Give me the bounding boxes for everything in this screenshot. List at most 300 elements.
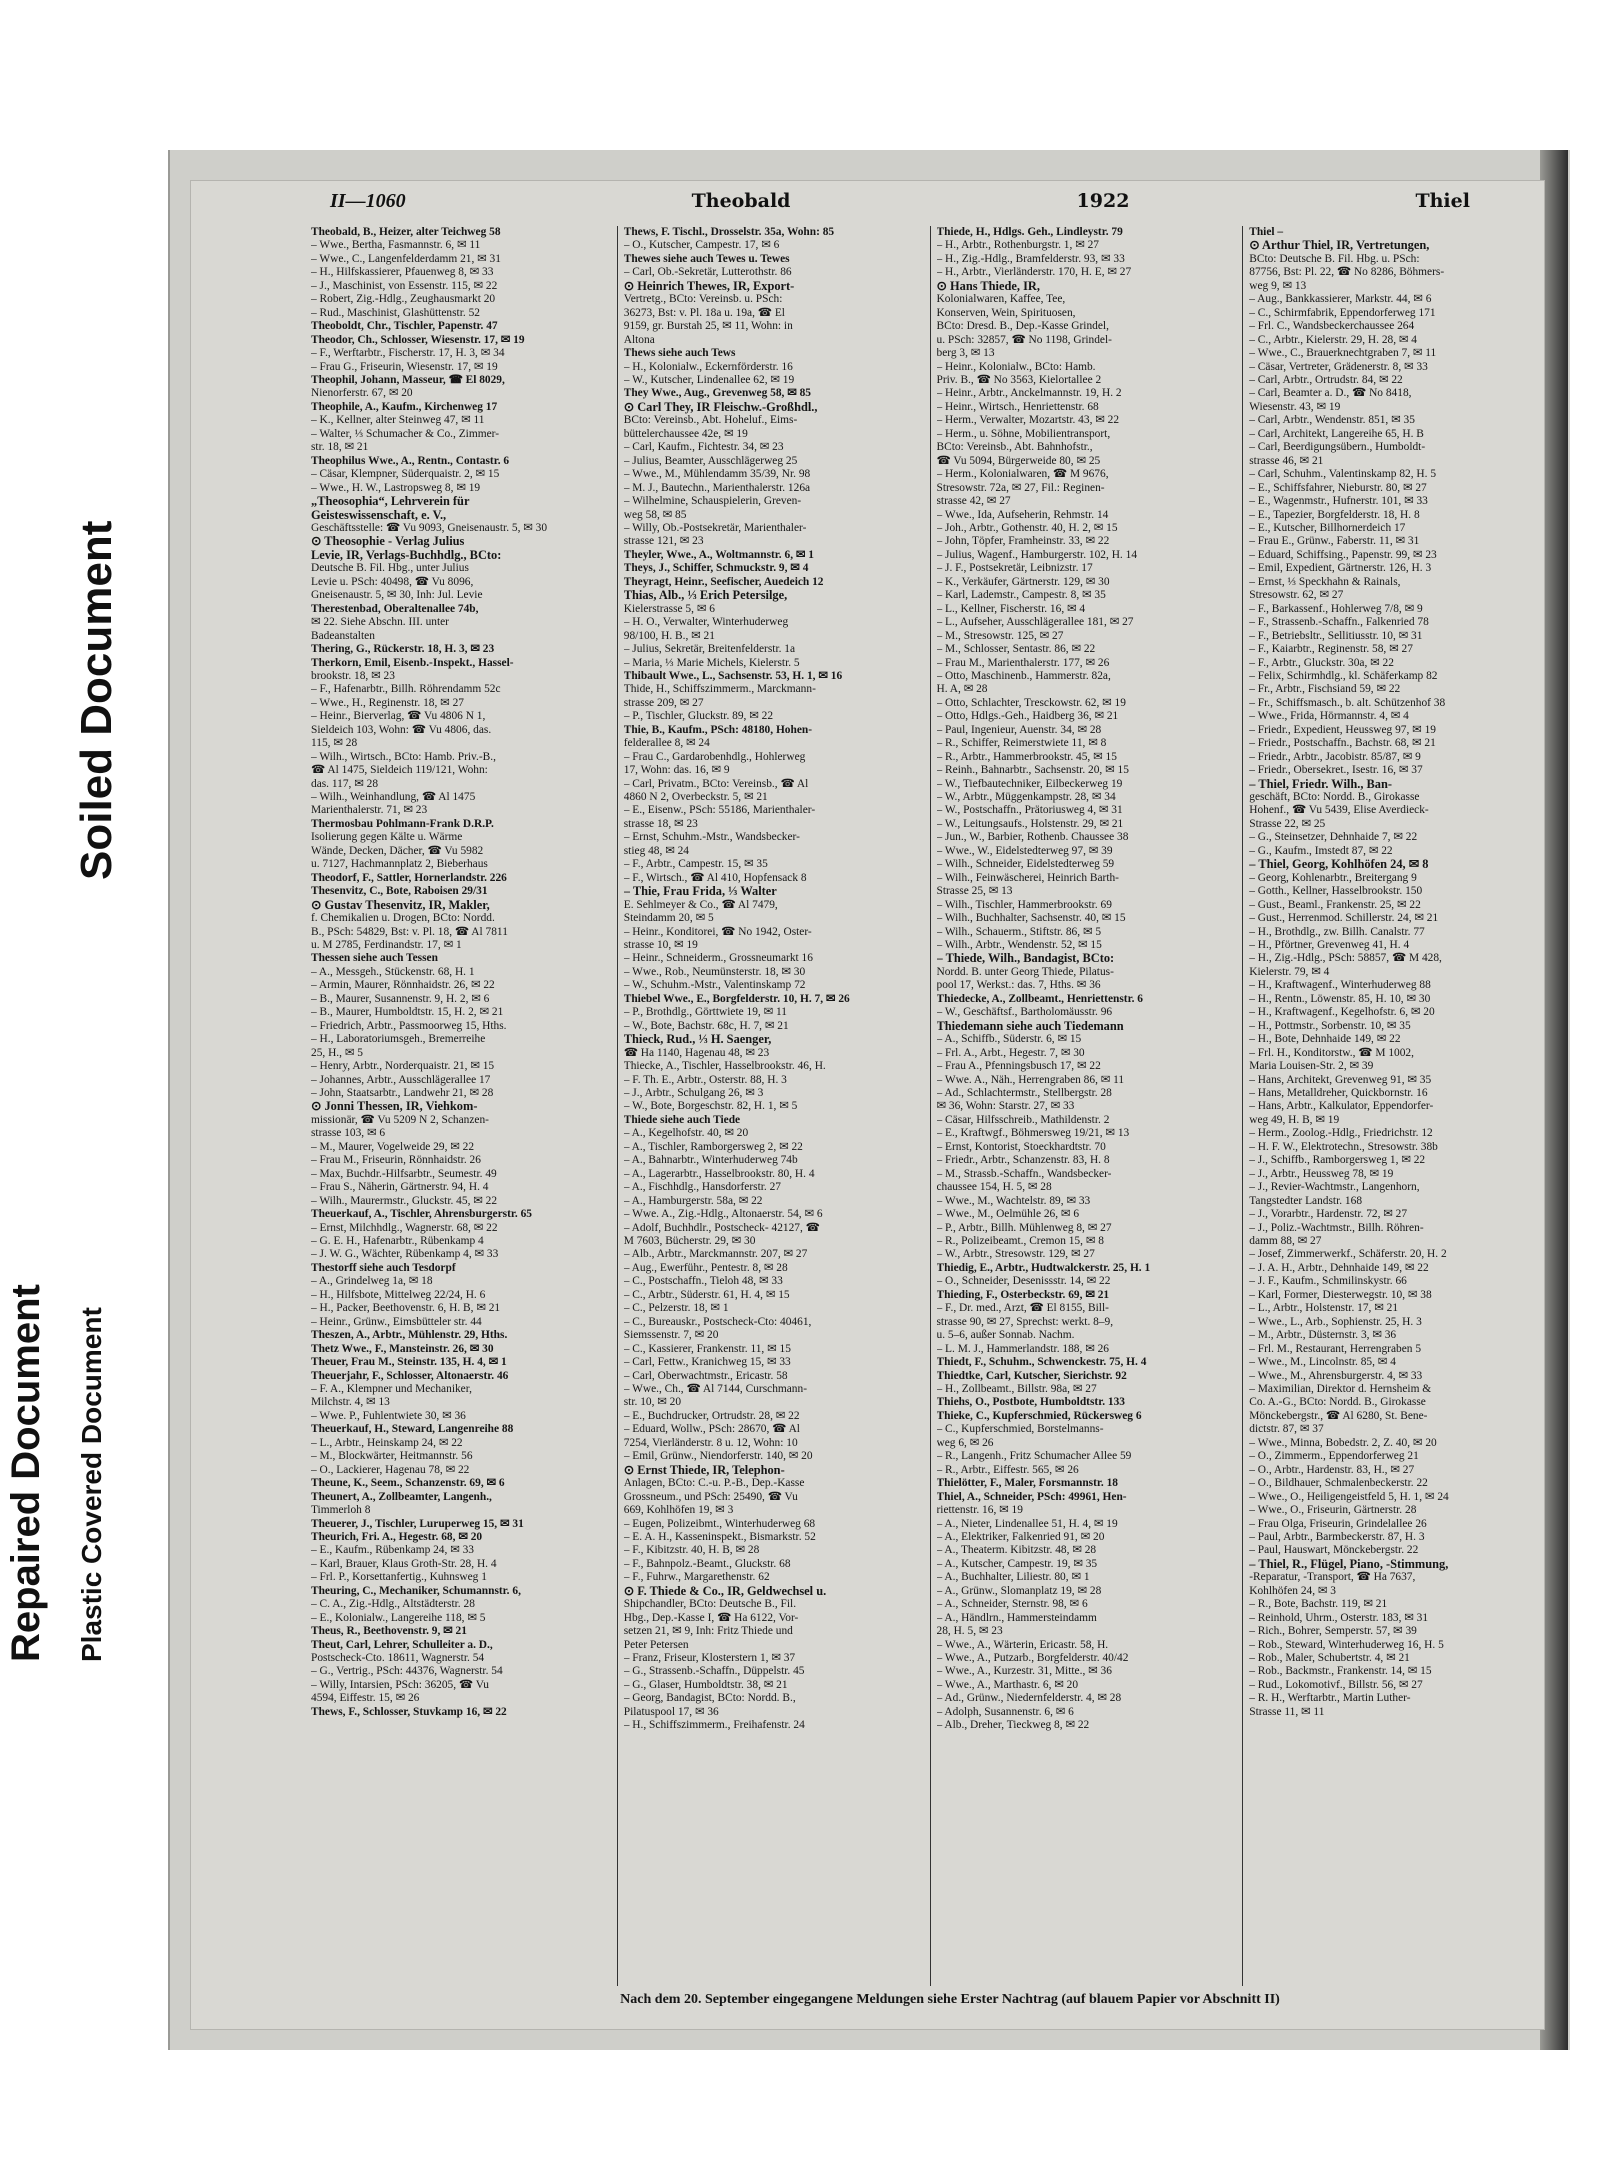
directory-entry: Nienorferstr. 67, ✉ 20 [311, 387, 413, 400]
directory-column-4 [1243, 226, 1555, 1986]
directory-entry: – Maximilian, Direktor d. Hernsheim & [1249, 1382, 1432, 1395]
directory-entry: – H., Hilfskassierer, Pfauenweg 8, ✉ 33 [311, 266, 494, 279]
directory-entry: Nordd. B. unter Georg Thiede, Pilatus- [936, 965, 1114, 978]
directory-entry: – Wwe., C., Brauerknechtgraben 7, ✉ 11 [1249, 347, 1437, 360]
directory-entry: – C., Kassierer, Frankenstr. 11, ✉ 15 [623, 1342, 791, 1355]
directory-entry: str. 18, ✉ 21 [311, 441, 369, 454]
directory-entry: – F., Strassenb.-Schaffn., Falkenried 78 [1249, 616, 1429, 629]
directory-entry: – Carl, Beerdigungsübern., Humboldt- [1249, 441, 1426, 454]
directory-entry: – R., Schiffer, Reimerstwiete 11, ✉ 8 [936, 737, 1107, 750]
directory-entry: weg 9, ✉ 13 [1249, 279, 1307, 292]
directory-entry: Theodorf, F., Sattler, Hornerlandstr. 226 [311, 871, 507, 884]
directory-entry: – Wilh., Weinhandlung, ☎ Al 1475 [311, 791, 476, 804]
directory-entry: Theszen, A., Arbtr., Mühlenstr. 29, Hths. [311, 1329, 508, 1342]
directory-entry: ⊙ Ernst Thiede, IR, Telephon- [623, 1463, 785, 1477]
directory-entry: – Frau Olga, Friseurin, Grindelallee 26 [1249, 1517, 1427, 1530]
directory-entry: – H., Rentn., Löwenstr. 85, H. 10, ✉ 30 [1249, 992, 1431, 1005]
directory-entry: – R., Langenh., Fritz Schumacher Allee 59 [936, 1450, 1132, 1463]
directory-entry: – A., Händlrn., Hammersteindamm [936, 1611, 1097, 1624]
directory-entry: – Wwe., W., Eidelstedterweg 97, ✉ 39 [936, 844, 1113, 857]
directory-entry: Siemssenstr. 7, ✉ 20 [623, 1329, 719, 1342]
directory-entry: ⊙ Gustav Thesenvitz, IR, Makler, [311, 898, 490, 912]
directory-entry: – Carl, Oberwachtmstr., Ericastr. 58 [623, 1369, 788, 1382]
directory-entry: Thesenvitz, C., Bote, Raboisen 29/31 [311, 885, 488, 898]
directory-entry: – P., Arbtr., Billh. Mühlenweg 8, ✉ 27 [936, 1221, 1112, 1234]
directory-entry: Therkorn, Emil, Eisenb.-Inspekt., Hassel- [311, 656, 514, 669]
directory-entry: – Frl. M., Restaurant, Herrengraben 5 [1249, 1342, 1422, 1355]
directory-entry: riettenstr. 16, ✉ 19 [936, 1504, 1023, 1517]
directory-entry: Theurich, Fri. A., Hegestr. 68, ✉ 20 [311, 1530, 483, 1543]
directory-entry: Theuerkauf, A., Tischler, Ahrensburgerstr. 65 [311, 1208, 532, 1221]
directory-entry: – Hans, Architekt, Grevenweg 91, ✉ 35 [1249, 1073, 1432, 1086]
directory-entry: – W., Bote, Borgeschstr. 82, H. 1, ✉ 5 [623, 1100, 798, 1113]
directory-entry: – Emil, Expedient, Gärtnerstr. 126, H. 3 [1249, 562, 1432, 575]
directory-entry: – A., Theaterm. Kibitzstr. 48, ✉ 28 [936, 1544, 1097, 1557]
directory-entry: Kielerstrasse 5, ✉ 6 [623, 602, 715, 615]
directory-column-1 [305, 226, 618, 1986]
directory-entry: – H., Laboratoriumsgeh., Bremerreihe [311, 1033, 486, 1046]
directory-entry: H. A, ✉ 28 [936, 683, 988, 696]
directory-entry: – Carl, Arbtr., Ortrudstr. 84, ✉ 22 [1249, 373, 1403, 386]
directory-entry: – A., Lagerarbtr., Hasselbrookstr. 80, H. 4 [623, 1167, 815, 1180]
directory-entry: Kolonialwaren, Kaffee, Tee, [936, 293, 1066, 306]
directory-entry: – Georg, Kohlenarbtr., Breitergang 9 [1249, 871, 1417, 884]
directory-entry: – Cäsar, Klempner, Süderquaistr. 2, ✉ 15 [311, 468, 500, 481]
repaired-document-label: Repaired Document [4, 1284, 48, 1662]
directory-entry: – Wwe., Frida, Hörmannstr. 4, ✉ 4 [1249, 710, 1409, 723]
directory-entry: u. 5–6, außer Sonnab. Nachm. [936, 1329, 1075, 1342]
footer-note: Nach dem 20. September eingegangene Meldungen siehe Erster Nachtrag (auf blauem Papier vor Abschnitt II) [620, 1992, 1280, 2007]
directory-entry: – Carl, Privatm., BCto: Vereinsb., ☎ Al [623, 777, 809, 790]
directory-entry: stieg 48, ✉ 24 [623, 844, 689, 857]
directory-entry: – Willy, Ob.-Postsekretär, Marienthaler- [623, 521, 807, 534]
directory-entry: Thie, B., Kaufm., PSch: 48180, Hohen- [623, 723, 813, 736]
directory-entry: – R. H., Werftarbtr., Martin Luther- [1249, 1692, 1411, 1705]
directory-entry: – Wwe., Ch., ☎ Al 7144, Curschmann- [623, 1382, 807, 1395]
directory-entry: – Rob., Maler, Schubertstr. 4, ✉ 21 [1249, 1652, 1410, 1665]
directory-entry: – F., Arbtr., Campestr. 15, ✉ 35 [623, 858, 768, 871]
directory-entry: – Otto, Maschinenb., Hammerstr. 82a, [936, 669, 1111, 682]
directory-entry: strasse 46, ✉ 21 [1249, 454, 1324, 467]
directory-column-3 [931, 226, 1244, 1986]
directory-entry: – L., Kellner, Fischerstr. 16, ✉ 4 [936, 602, 1086, 615]
directory-entry: damm 88, ✉ 27 [1249, 1234, 1322, 1247]
directory-entry: – H., Bote, Dehnhaide 149, ✉ 22 [1249, 1033, 1401, 1046]
directory-entry: – F., Werftarbtr., Fischerstr. 17, H. 3, ✉ 34 [311, 347, 505, 360]
directory-entry: – Friedr., Arbtr., Jacobistr. 85/87, ✉ 9 [1249, 750, 1421, 763]
directory-entry: – Heinr., Konditorei, ☎ No 1942, Oster- [623, 925, 812, 938]
directory-entry: – Emil, Grünw., Niendorferstr. 140, ✉ 20 [623, 1450, 813, 1463]
directory-entry: – Adolph, Susannenstr. 6, ✉ 6 [936, 1705, 1074, 1718]
directory-entry: Thews siehe auch Tews [623, 347, 736, 360]
page-header [330, 186, 1470, 216]
directory-column-2 [618, 226, 931, 1986]
directory-entry: – Karl, Lademstr., Campestr. 8, ✉ 35 [936, 589, 1106, 602]
directory-entry: – J., Maschinist, von Essenstr. 115, ✉ 22 [311, 279, 498, 292]
directory-entry: Hbg., Dep.-Kasse I, ☎ Ha 6122, Vor- [623, 1611, 799, 1624]
directory-entry: – J., Schiffb., Ramborgersweg 1, ✉ 22 [1249, 1154, 1426, 1167]
directory-entry: Theobald, B., Heizer, alter Teichweg 58 [311, 226, 501, 238]
directory-entry: pool 17, Werkst.: das. 7, Hths. ✉ 36 [936, 979, 1101, 992]
directory-entry: – M. J., Bautechn., Marienthalerstr. 126a [623, 481, 811, 494]
directory-entry: – Paul, Ingenieur, Auenstr. 34, ✉ 28 [936, 723, 1102, 736]
directory-entry: – Wwe., A., Kurzestr. 31, Mitte., ✉ 36 [936, 1665, 1112, 1678]
directory-entry: – Franz, Friseur, Klosterstern 1, ✉ 37 [623, 1652, 796, 1665]
directory-entry: Thiedecke, A., Zollbeamt., Henriettenstr. 6 [936, 992, 1143, 1005]
directory-entry: brookstr. 18, ✉ 23 [311, 669, 395, 682]
directory-entry: – W., Arbtr., Stresowstr. 129, ✉ 27 [936, 1248, 1095, 1261]
directory-entry: – Felix, Schirmhdlg., kl. Schäferkamp 82 [1249, 669, 1438, 682]
directory-entry: Theyragt, Heinr., Seefischer, Auedeich 12 [623, 575, 824, 588]
directory-entry: Tangstedter Landstr. 168 [1249, 1194, 1363, 1207]
directory-entry: Geisteswissenschaft, e. V., [311, 508, 447, 522]
directory-entry: – Carl, Kaufm., Fichtestr. 34, ✉ 23 [623, 441, 784, 454]
directory-entry: – Wwe. A., Zig.-Hdlg., Altonaerstr. 54, ✉ 6 [623, 1208, 823, 1221]
directory-entry: ☎ Al 1475, Sieldeich 119/121, Wohn: [311, 764, 488, 777]
header-left-word: Theobald [691, 190, 791, 212]
directory-entry: – W., Bote, Bachstr. 68c, H. 7, ✉ 21 [623, 1019, 789, 1032]
directory-entry: – Wwe., Minna, Bobedstr. 2, Z. 40, ✉ 20 [1249, 1436, 1437, 1449]
directory-entry: Thiedt, F., Schuhm., Schwenckestr. 75, H. 4 [936, 1356, 1147, 1369]
directory-entry: – Wwe., O., Friseurin, Gärtnerstr. 28 [1249, 1504, 1417, 1517]
directory-entry: ⊙ Jonni Thessen, IR, Viehkom- [311, 1100, 478, 1114]
directory-entry: M 7603, Bücherstr. 29, ✉ 30 [623, 1234, 756, 1247]
directory-entry: Marienthalerstr. 71, ✉ 23 [311, 804, 428, 817]
directory-entry: – J. F., Kaufm., Schmilinskystr. 66 [1249, 1275, 1407, 1288]
directory-entry: – K., Verkäufer, Gärtnerstr. 129, ✉ 30 [936, 575, 1110, 588]
directory-entry: – A., Schiffb., Süderstr. 6, ✉ 15 [936, 1033, 1082, 1046]
directory-entry: Maria Louisen-Str. 2, ✉ 39 [1249, 1060, 1374, 1073]
directory-entry: ⊙ Arthur Thiel, IR, Vertretungen, [1249, 239, 1430, 253]
directory-entry: ✉ 22. Siehe Abschn. III. unter [311, 616, 449, 629]
directory-entry: chaussee 154, H. 5, ✉ 28 [936, 1181, 1052, 1194]
directory-entry: – A., Kutscher, Campestr. 19, ✉ 35 [936, 1557, 1098, 1570]
directory-entry: – Gust., Herrenmod. Schillerstr. 24, ✉ 21 [1249, 912, 1439, 925]
directory-entry: – John, Töpfer, Framheinstr. 33, ✉ 22 [936, 535, 1110, 548]
directory-entry: – Aug., Bankkassierer, Markstr. 44, ✉ 6 [1249, 293, 1432, 306]
directory-entry: – Ad., Schlachtermstr., Stellbergstr. 28 [936, 1087, 1112, 1099]
directory-entry: – Heinr., Bierverlag, ☎ Vu 4806 N 1, [311, 710, 486, 723]
directory-entry: – O., Lackierer, Hagenau 78, ✉ 22 [311, 1463, 470, 1476]
directory-entry: BCto: Vereinsb., Abt. Hoheluf., Eims- [623, 414, 798, 427]
directory-entry: Theodor, Ch., Schlosser, Wiesenstr. 17, ✉ 19 [311, 333, 525, 346]
directory-entry: – C., Postschaffn., Tieloh 48, ✉ 33 [623, 1275, 783, 1288]
directory-entry: Thiedtke, Carl, Kutscher, Sierichstr. 92 [936, 1369, 1127, 1382]
directory-entry: – H., Hilfsbote, Mittelweg 22/24, H. 6 [311, 1288, 486, 1301]
directory-entry: – Wwe. P., Fuhlentwiete 30, ✉ 36 [311, 1409, 466, 1422]
directory-entry: – F. Th. E., Arbtr., Osterstr. 88, H. 3 [623, 1073, 787, 1086]
directory-entry: – Carl, Ob.-Sekretär, Lutterothstr. 86 [623, 266, 792, 279]
directory-entry: – Hans, Arbtr., Kalkulator, Eppendorfer- [1249, 1100, 1434, 1113]
directory-entry: – E. A. H., Kasseninspekt., Bismarkstr. 52 [623, 1530, 816, 1543]
directory-entry: ⊙ Heinrich Thewes, IR, Export- [623, 279, 795, 293]
directory-entry: – G., Kaufm., Imstedt 87, ✉ 22 [1249, 844, 1393, 857]
directory-entry: – Fr., Schiffsmasch., b. alt. Schützenhof 38 [1249, 696, 1446, 709]
directory-entry: – Wwe., M., Wachtelstr. 89, ✉ 33 [936, 1194, 1091, 1207]
directory-entry: – A., Elektriker, Falkenried 91, ✉ 20 [936, 1530, 1105, 1543]
directory-entry: Theuerkauf, H., Steward, Langenreihe 88 [311, 1423, 514, 1436]
directory-entry: -Reparatur, -Transport, ☎ Ha 7637, [1249, 1571, 1416, 1584]
directory-entry: – Willy, Intarsien, PSch: 36205, ☎ Vu [311, 1678, 489, 1691]
directory-entry: weg 6, ✉ 26 [936, 1436, 994, 1449]
directory-entry: Thestorff siehe auch Tesdorpf [311, 1261, 456, 1274]
directory-entry: str. 10, ✉ 20 [623, 1396, 682, 1409]
directory-entry: – W., Schuhm.-Mstr., Valentinskamp 72 [623, 979, 806, 992]
directory-entry: – Wilh., Tischler, Hammerbrookstr. 69 [936, 898, 1112, 911]
directory-entry: – J., Revier-Wachtmstr., Langenhorn, [1249, 1181, 1420, 1194]
directory-entry: ⊙ F. Thiede & Co., IR, Geldwechsel u. [623, 1584, 827, 1598]
directory-entry: Kielerstr. 79, ✉ 4 [1249, 965, 1330, 978]
directory-entry: – Frau M., Friseurin, Rönnhaidstr. 26 [311, 1154, 481, 1167]
directory-entry: – H., Zig.-Hdlg., Bramfelderstr. 93, ✉ 33 [936, 252, 1125, 265]
directory-entry: – C., Arbtr., Kielerstr. 29, H. 28, ✉ 4 [1249, 333, 1417, 346]
directory-entry: – F. A., Klempner und Mechaniker, [311, 1382, 472, 1395]
directory-entry: – R., Bote, Bachstr. 119, ✉ 21 [1249, 1598, 1388, 1611]
directory-entry: – W., Tiefbautechniker, Eilbeckerweg 19 [936, 777, 1123, 790]
directory-entry: – Carl, Architekt, Langereihe 65, H. B [1249, 427, 1424, 440]
directory-entry: – Paul, Arbtr., Barmbeckerstr. 87, H. 3 [1249, 1530, 1425, 1543]
directory-entry: – Rob., Steward, Winterhuderweg 16, H. 5 [1249, 1638, 1444, 1651]
directory-entry: – Wilh., Schneider, Eidelstedterweg 59 [936, 858, 1115, 871]
directory-entry: 9159, gr. Burstah 25, ✉ 11, Wohn: in [623, 320, 793, 333]
directory-entry: f. Chemikalien u. Drogen, BCto: Nordd. [311, 912, 495, 925]
directory-entry: Strasse 22, ✉ 25 [1249, 817, 1326, 830]
directory-entry: 98/100, H. B., ✉ 21 [623, 629, 715, 642]
directory-entry: Konserven, Wein, Spirituosen, [936, 306, 1076, 319]
directory-entry: – E., Eisenw., PSch: 55186, Marienthaler- [623, 804, 816, 817]
directory-entry: E. Sehlmeyer & Co., ☎ Al 7479, [623, 898, 778, 911]
directory-entry: Thetz Wwe., F., Mansteinstr. 26, ✉ 30 [311, 1342, 494, 1355]
side-labels [0, 0, 170, 2177]
directory-entry: – A., Grünw., Slomanplatz 19, ✉ 28 [936, 1584, 1102, 1597]
directory-entry: – M., Maurer, Vogelweide 29, ✉ 22 [311, 1140, 475, 1153]
directory-entry: – A., Bahnarbtr., Winterhuderweg 74b [623, 1154, 798, 1167]
directory-entry: – Carl, Schuhm., Valentinskamp 82, H. 5 [1249, 468, 1437, 481]
directory-entry: – H. F. W., Elektrotechn., Stresowstr. 38b [1249, 1140, 1438, 1153]
directory-entry: ⊙ Theosophie - Verlag Julius [311, 535, 465, 549]
directory-entry: – H., Packer, Beethovenstr. 6, H. B, ✉ 21 [311, 1302, 501, 1315]
directory-entry: strasse 18, ✉ 23 [623, 817, 698, 830]
directory-entry: Shipchandler, BCto: Deutsche B., Fil. [623, 1598, 797, 1611]
directory-entry: – O., Kutscher, Campestr. 17, ✉ 6 [623, 239, 780, 252]
directory-entry: – E., Kraftwgf., Böhmersweg 19/21, ✉ 13 [936, 1127, 1130, 1140]
directory-entry: büttelerchaussee 42e, ✉ 19 [623, 427, 748, 440]
directory-entry: – Herm., u. Söhne, Mobilientransport, [936, 427, 1111, 440]
directory-entry: – A., Kegelhofstr. 40, ✉ 20 [623, 1127, 749, 1140]
directory-entry: – Wwe., M., Oelmühle 26, ✉ 6 [936, 1208, 1080, 1221]
directory-entry: Thiedig, E., Arbtr., Hudtwalckerstr. 25, H. 1 [936, 1261, 1151, 1274]
directory-entry: strasse 103, ✉ 6 [311, 1127, 386, 1140]
directory-entry: Thiehs, O., Postbote, Humboldtstr. 133 [936, 1396, 1125, 1409]
directory-entry: 115, ✉ 28 [311, 737, 358, 750]
directory-entry: – H., Pförtner, Grevenweg 41, H. 4 [1249, 939, 1410, 952]
directory-entry: – F., Fuhrw., Margarethenstr. 62 [623, 1571, 770, 1584]
directory-entry: – Julius, Beamter, Ausschlägerweg 25 [623, 454, 798, 467]
directory-entry: – Alb., Arbtr., Marckmannstr. 207, ✉ 27 [623, 1248, 808, 1261]
directory-entry: – Jun., W., Barbier, Rothenb. Chaussee 38 [936, 831, 1129, 844]
directory-entry: – Heinr., Schneiderm., Grossneumarkt 16 [623, 952, 813, 965]
directory-entry: – G., Steinsetzer, Dehnhaide 7, ✉ 22 [1249, 831, 1418, 844]
directory-entry: – Wwe., A., Putzarb., Borgfelderstr. 40/42 [936, 1652, 1129, 1665]
directory-entry: Thessen siehe auch Tessen [311, 952, 438, 965]
directory-entry: – Frl. H., Konditorstw., ☎ M 1002, [1249, 1046, 1414, 1059]
directory-entry: Gneisenaustr. 5, ✉ 30, Inh: Jul. Levie [311, 589, 483, 602]
directory-entry: – Wwe., H., Reginenstr. 18, ✉ 27 [311, 696, 464, 709]
directory-entry: – Heinr., Grünw., Eimsbütteler str. 44 [311, 1315, 482, 1328]
directory-entry: – Friedr., Postschaffn., Bachstr. 68, ✉ 21 [1249, 737, 1436, 750]
directory-entry: Theut, Carl, Lehrer, Schulleiter a. D., [311, 1638, 493, 1651]
directory-entry: – Reinhold, Uhrm., Osterstr. 183, ✉ 31 [1249, 1611, 1429, 1624]
directory-entry: – H., Kraftwagenf., Kegelhofstr. 6, ✉ 20 [1249, 1006, 1435, 1019]
directory-entry: – Ernst, ⅓ Speckhahn & Rainals, [1249, 575, 1401, 588]
directory-entry: – Rud., Maschinist, Glashüttenstr. 52 [311, 306, 480, 319]
directory-entry: – Karl, Former, Diesterwegstr. 10, ✉ 38 [1249, 1288, 1432, 1301]
directory-entry: Thews, F. Tischl., Drosselstr. 35a, Wohn: 85 [623, 226, 835, 238]
directory-entry: setzen 21, ✉ 9, Inh: Fritz Thiede und [623, 1625, 793, 1638]
directory-entry: 36273, Bst: v. Pl. 18a u. 19a, ☎ El [623, 306, 785, 319]
directory-entry: – Ernst, Milchhdlg., Wagnerstr. 68, ✉ 22 [311, 1221, 498, 1234]
directory-entry: Grossneum., und PSch: 25490, ☎ Vu [623, 1490, 798, 1503]
directory-entry: – Armin, Maurer, Rönnhaidstr. 26, ✉ 22 [311, 979, 495, 992]
directory-entry: – Cäsar, Hilfsschreib., Mathildenstr. 2 [936, 1113, 1110, 1126]
directory-entry: Theyler, Wwe., A., Woltmannstr. 6, ✉ 1 [623, 548, 814, 561]
directory-entry: Thering, G., Rückerstr. 18, H. 3, ✉ 23 [311, 643, 495, 656]
directory-entry: – Wwe., Ida, Aufseherin, Rehmstr. 14 [936, 508, 1109, 521]
directory-entry: Theunert, A., Zollbeamter, Langenh., [311, 1490, 492, 1503]
directory-entry: u. M 2785, Ferdinandstr. 17, ✉ 1 [311, 939, 462, 952]
directory-entry: – Henry, Arbtr., Norderquaistr. 21, ✉ 15 [311, 1060, 495, 1073]
directory-entry: 4594, Eiffestr. 15, ✉ 26 [311, 1692, 420, 1705]
directory-entry: – Wilh., Schauerm., Stiftstr. 86, ✉ 5 [936, 925, 1102, 938]
directory-entry: – F., Arbtr., Gluckstr. 30a, ✉ 22 [1249, 656, 1394, 669]
directory-entry: – Wwe., L., Arb., Sophienstr. 25, H. 3 [1249, 1315, 1422, 1328]
directory-entry: Theophile, A., Kaufm., Kirchenweg 17 [311, 400, 498, 413]
directory-entry: – M., Strassb.-Schaffn., Wandsbecker- [936, 1167, 1112, 1180]
directory-entry: – A., Fischhdlg., Hansdorferstr. 27 [623, 1181, 781, 1194]
directory-entry: Theys, J., Schiffer, Schmuckstr. 9, ✉ 4 [623, 562, 809, 575]
directory-entry: strasse 90, ✉ 27, Sprechst: werkt. 8–9, [936, 1315, 1114, 1328]
directory-entry: – Otto, Hdlgs.-Geh., Haidberg 36, ✉ 21 [936, 710, 1119, 723]
directory-entry: – M., Schlosser, Sentastr. 86, ✉ 22 [936, 643, 1096, 656]
directory-entry: – Carl, Fettw., Kranichweg 15, ✉ 33 [623, 1356, 791, 1369]
directory-entry: – Wilh., Buchhalter, Sachsenstr. 40, ✉ 15 [936, 912, 1126, 925]
directory-entry: u. 7127, Hachmannplatz 2, Bieberhaus [311, 858, 488, 871]
directory-entry: – C., Arbtr., Süderstr. 61, H. 4, ✉ 15 [623, 1288, 790, 1301]
directory-entry: – Georg, Bandagist, BCto: Nordd. B., [623, 1692, 796, 1705]
directory-entry: – G. E. H., Hafenarbtr., Rübenkamp 4 [311, 1234, 484, 1247]
directory-entry: – Friedrich, Arbtr., Passmoorweg 15, Hths. [311, 1019, 507, 1032]
directory-columns [305, 226, 1555, 1986]
directory-entry: Co. A.-G., BCto: Nordd. B., Girokasse [1249, 1396, 1426, 1409]
directory-entry: – Wwe., M., Lincolnstr. 85, ✉ 4 [1249, 1356, 1396, 1369]
directory-entry: Theuring, C., Mechaniker, Schumannstr. 6, [311, 1584, 521, 1597]
directory-entry: – Wilh., Maurermstr., Gluckstr. 45, ✉ 22 [311, 1194, 498, 1207]
directory-entry: Thiel – [1249, 226, 1284, 238]
directory-entry: – Frl. P., Korsettanfertig., Kuhnsweg 1 [311, 1571, 487, 1584]
directory-entry: – Wwe., M., Mühlendamm 35/39, Nr. 98 [623, 468, 811, 481]
directory-entry: – Friedr., Expedient, Heussweg 97, ✉ 19 [1249, 723, 1436, 736]
directory-entry: – Frau S., Näherin, Gärtnerstr. 94, H. 4 [311, 1181, 489, 1194]
directory-entry: – H., Kolonialw., Eckernförderstr. 16 [623, 360, 793, 373]
directory-entry: dictstr. 87, ✉ 37 [1249, 1423, 1324, 1436]
directory-entry: – W., Leitungsaufs., Holstenstr. 29, ✉ 21 [936, 817, 1124, 830]
directory-entry: – Heinr., Kolonialw., BCto: Hamb. [936, 360, 1096, 373]
page-number: II—1060 [330, 189, 406, 212]
directory-entry: BCto: Deutsche B. Fil. Hbg. u. PSch: [1249, 252, 1420, 265]
directory-entry: Thermosbau Pohlmann-Frank D.R.P. [311, 817, 494, 830]
directory-entry: – G., Glaser, Humboldtstr. 38, ✉ 21 [623, 1678, 788, 1691]
directory-entry: Deutsche B. Fil. Hbg., unter Julius [311, 562, 469, 575]
directory-entry: Stresowstr. 62, ✉ 27 [1249, 589, 1344, 602]
directory-entry: weg 49, H. B, ✉ 19 [1249, 1113, 1340, 1126]
directory-entry: – H., Zig.-Hdlg., PSch: 58857, ☎ M 428, [1249, 952, 1442, 965]
directory-entry: – O., Zimmerm., Eppendorferweg 21 [1249, 1450, 1419, 1463]
directory-entry: They Wwe., Aug., Grevenweg 58, ✉ 85 [623, 387, 812, 400]
directory-entry: – H., Brothdlg., zw. Billh. Canalstr. 77 [1249, 925, 1425, 938]
directory-entry: – F., Dr. med., Arzt, ☎ El 8155, Bill- [936, 1302, 1109, 1315]
directory-entry: – H., Arbtr., Vierländerstr. 170, H. E, ✉ 27 [936, 266, 1132, 279]
directory-entry: – Wwe., C., Langenfelderdamm 21, ✉ 31 [311, 252, 501, 265]
directory-entry: – Julius, Wagenf., Hamburgerstr. 102, H. 14 [936, 548, 1138, 561]
directory-entry: – F., Wirtsch., ☎ Al 410, Hopfensack 8 [623, 871, 807, 884]
directory-entry: Thibault Wwe., L., Sachsenstr. 53, H. 1, ✉ 16 [623, 669, 843, 682]
directory-entry: – H., Kraftwagenf., Winterhuderweg 88 [1249, 979, 1431, 992]
directory-entry: – Herm., Verwalter, Mozartstr. 43, ✉ 22 [936, 414, 1120, 427]
directory-entry: – Wilh., Feinwäscherei, Heinrich Barth- [936, 871, 1119, 884]
directory-entry: Pilatuspool 17, ✉ 36 [623, 1705, 719, 1718]
directory-entry: – Frau M., Marienthalerstr. 177, ✉ 26 [936, 656, 1110, 669]
directory-entry: – Herm., Kolonialwaren, ☎ M 9676, [936, 468, 1109, 481]
directory-entry: – Carl, Beamter a. D., ☎ No 8418, [1249, 387, 1412, 400]
directory-entry: – A., Hamburgerstr. 58a, ✉ 22 [623, 1194, 763, 1207]
directory-entry: – L. M. J., Hammerlandstr. 188, ✉ 26 [936, 1342, 1109, 1355]
directory-entry: – Johannes, Arbtr., Ausschlägerallee 17 [311, 1073, 491, 1086]
directory-entry: – O., Bildhauer, Schmalenbeckerstr. 22 [1249, 1477, 1428, 1490]
directory-entry: – Cäsar, Vertreter, Grädenerstr. 8, ✉ 33 [1249, 360, 1428, 373]
directory-entry: Thieke, C., Kupferschmied, Rückersweg 6 [936, 1409, 1142, 1422]
directory-entry: – Paul, Hauswart, Mönckebergstr. 22 [1249, 1544, 1419, 1557]
directory-entry: – F., Bahnpolz.-Beamt., Gluckstr. 68 [623, 1557, 791, 1570]
directory-entry: Timmerloh 8 [311, 1504, 371, 1517]
directory-entry: – Carl, Arbtr., Wendenstr. 851, ✉ 35 [1249, 414, 1415, 427]
directory-entry: – M., Blockwärter, Heitmannstr. 56 [311, 1450, 473, 1463]
directory-entry: – Eugen, Polizeibmt., Winterhuderweg 68 [623, 1517, 816, 1530]
directory-entry: – A., Messgeh., Stückenstr. 68, H. 1 [311, 965, 475, 978]
directory-entry: Stresowstr. 72a, ✉ 27, Fil.: Reginen- [936, 481, 1105, 494]
directory-entry: – Eduard, Wollw., PSch: 28670, ☎ Al [623, 1423, 800, 1436]
directory-entry: – J., Arbtr., Schulgang 26, ✉ 3 [623, 1087, 764, 1099]
header-year: 1922 [1076, 190, 1130, 212]
directory-entry: 25, H., ✉ 5 [311, 1046, 363, 1059]
directory-entry: Kohlhöfen 24, ✉ 3 [1249, 1584, 1336, 1597]
directory-entry: BCto: Vereinsb., Abt. Bahnhofstr., [936, 441, 1093, 454]
directory-entry: – Frau C., Gardarobenhdlg., Hohlerweg [623, 750, 806, 763]
directory-entry: – Thiel, Georg, Kohlhöfen 24, ✉ 8 [1249, 858, 1429, 872]
directory-entry: – Ernst, Kontorist, Stoeckhardtstr. 70 [936, 1140, 1106, 1153]
soiled-document-label: Soiled Document [72, 520, 121, 880]
directory-entry: Theoboldt, Chr., Tischler, Papenstr. 47 [311, 320, 498, 333]
directory-entry: Peter Petersen [623, 1638, 689, 1651]
directory-entry: 7254, Vierländerstr. 8 u. 12, Wohn: 10 [623, 1436, 798, 1449]
directory-entry: Thiebel Wwe., E., Borgfelderstr. 10, H. 7, ✉ 26 [623, 992, 850, 1005]
directory-entry: – L., Arbtr., Heinskamp 24, ✉ 22 [311, 1436, 463, 1449]
directory-entry: – R., Arbtr., Hammerbrookstr. 45, ✉ 15 [936, 750, 1117, 763]
directory-entry: 4860 N 2, Overbeckstr. 5, ✉ 21 [623, 791, 768, 804]
directory-entry: – O., Arbtr., Hardenstr. 83, H., ✉ 27 [1249, 1463, 1415, 1476]
directory-entry: – A., Tischler, Ramborgersweg 2, ✉ 22 [623, 1140, 803, 1153]
directory-entry: – L., Aufseher, Ausschlägerallee 181, ✉ 27 [936, 616, 1134, 629]
directory-entry: Isolierung gegen Kälte u. Wärme [311, 831, 463, 844]
